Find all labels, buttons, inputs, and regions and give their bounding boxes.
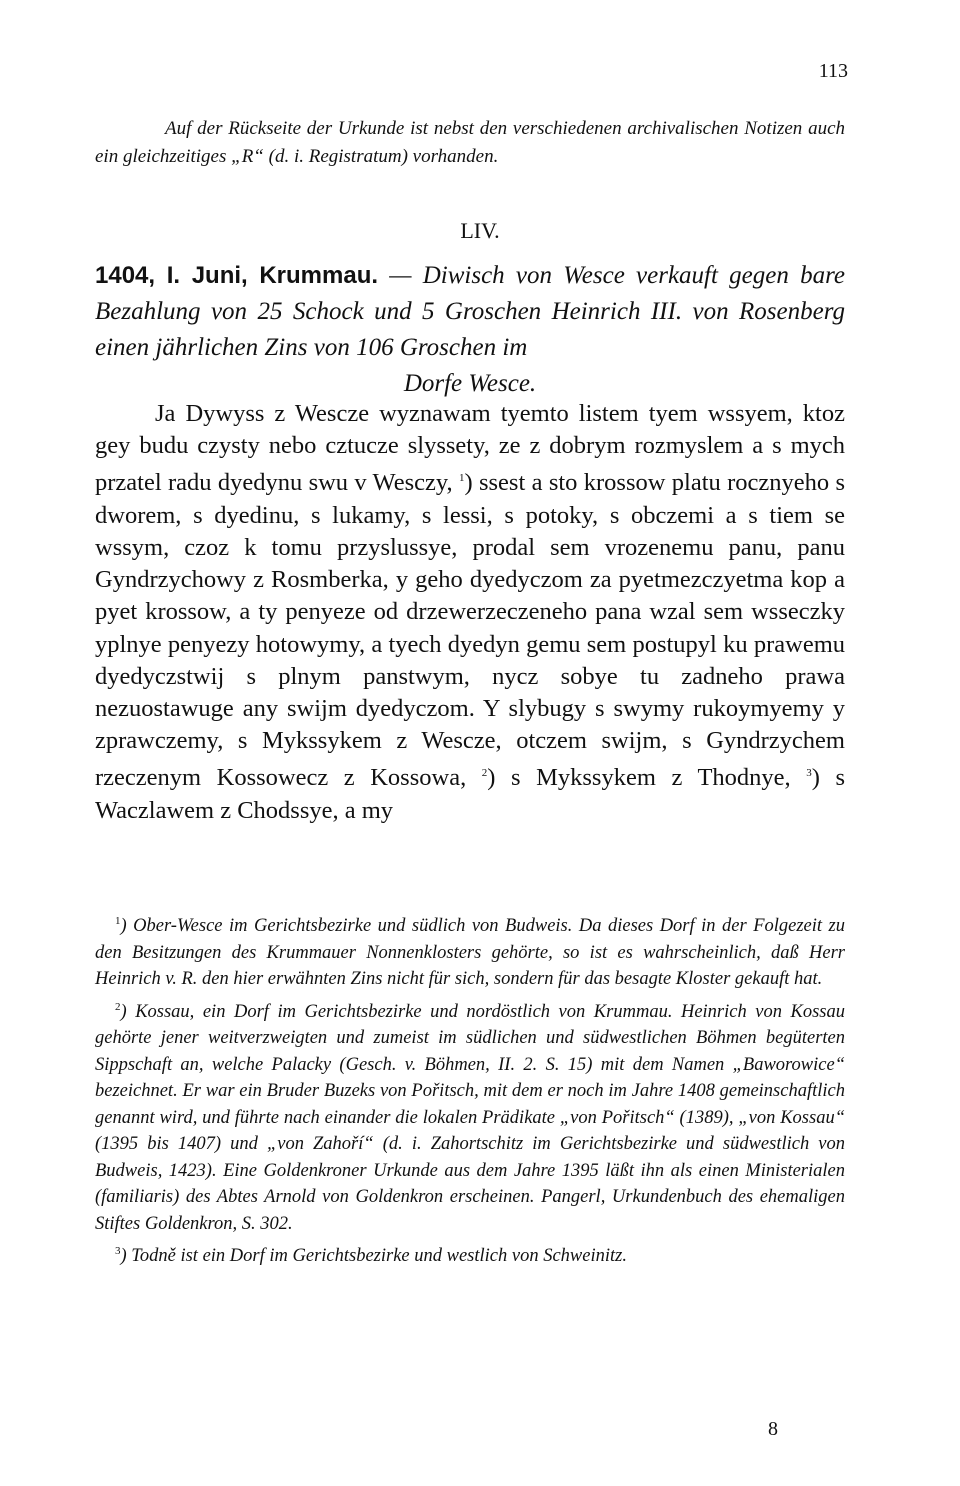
footnote-text: ) Ober-Wesce im Gerichtsbezirke und südlich von Budweis. Da dieses Dorf in der Folgezeit zu den Besitzungen des Krummauer Nonnenklosters gehörte, so ist es wahrscheinlich, daß Herr Heinrich v. R. den hier erwähnten Zins nicht für sich, sondern für das besagte Kloster gekauft hat. [95,916,845,990]
footnote-ref-3: 3 [806,767,812,780]
printer-signature: 8 [768,1418,778,1440]
section-number: LIV. [460,218,500,243]
charter-text [95,398,845,827]
footnote-mark: 3 [115,1245,121,1258]
footnote-text: ) Todně ist ein Dorf im Gerichtsbezirke und westlich von Schweinitz. [120,1246,627,1267]
footnote-ref-2: 2 [481,767,488,780]
footnote-mark: 2 [115,1000,121,1013]
heading-summary-end: Dorfe Wesce. [403,370,537,397]
footnote-2 [95,994,845,1238]
footnotes [95,908,845,1271]
heading-date-place: 1404, I. Juni, Krummau. [95,262,379,289]
footnote-ref-1: 1 [458,472,465,485]
document-heading [95,258,845,402]
page-number: 113 [818,60,848,82]
footnote-3 [95,1238,845,1270]
heading-summary: — Diwisch von Wesce verkauft gegen bare Bezahlung von 25 Schock und 5 Groschen Heinrich III. von Rosenberg einen jährlichen Zins von 106 Groschen im [95,262,845,361]
charter-text-part-4: ) s Waczlawem z Chodssye, a my [95,764,846,824]
footnote-mark: 1 [115,915,121,927]
charter-text-part-2: ) ssest a sto krossow platu rocznyeho s dworem, s dyedinu, s lukamy, s lessi, s potoky, s obczemi a s tiem se wssym, czoz k tomu przyslussye, prodal sem vrozenemu panu, panu Gyndrzychowy z Rosmberka, y geho dyedyczom za pyetmezczyetma kop a pyet krossow, a ty penyeze od drzewerzeczeneho pana wzal sem wsseczky yplnye penyezy hotowymy, a tyech dyedyn gemu sem postupyl ku prawemu dyedyczstwij s plnym panstwym, nycz sobye tu zadneho prawa nezuostawuge any swijm dyedyczom. Y slybugy s swymy rukoymyemy y zprawczemy, s Mykssykem z Wescze, otczem swijm, s Gyndrzychem rzeczenym Kossowecz z Kossowa, [95,469,845,792]
footnote-1 [95,908,845,993]
charter-text-part-1: Ja Dywyss z Wescze wyznawam tyemto listem tyem wssyem, ktoz gey budu czysty nebo cztucze slyssety, ze z dobrym rozmyslem a s mych przatel radu dyedynu swu v Wesczy, [95,400,845,497]
charter-text-part-3: ) s Mykssykem z Thodnye, [487,764,791,792]
intro-note: Auf der Rückseite der Urkunde ist nebst den verschiedenen archivalischen Notizen auch ein gleichzeitiges „R“ (d. i. Registratum) vorhanden. [95,118,845,167]
footnote-text: ) Kossau, ein Dorf im Gerichtsbezirke und nordöstlich von Krummau. Heinrich von Kossau gehörte jener weitverzweigten und zumeist im südlichen und südwestlichen Böhmen begüterten Sippschaft an, welche Palacky (Gesch. v. Böhmen, II. 2. S. 15) mit dem Namen „Baworowice“ bezeichnet. Er war ein Bruder Buzeks von Pořitsch, mit dem er noch im Jahre 1408 gemeinschaftlich genannt wird, und führte nach einander die lokalen Prädikate „von Pořitsch“ (1389), „von Kossau“ (1395 bis 1407) und „von Zahoří“ (d. i. Zahortschitz im Gerichtsbezirke und südwestlich von Budweis, 1423). Eine Goldenkroner Urkunde aus dem Jahre 1395 läßt ihn als einen Ministerialen (familiaris) des Abtes Arnold von Goldenkron erscheinen. Pangerl, Urkundenbuch des ehemaligen Stiftes Goldenkron, S. 302. [95,1001,845,1234]
